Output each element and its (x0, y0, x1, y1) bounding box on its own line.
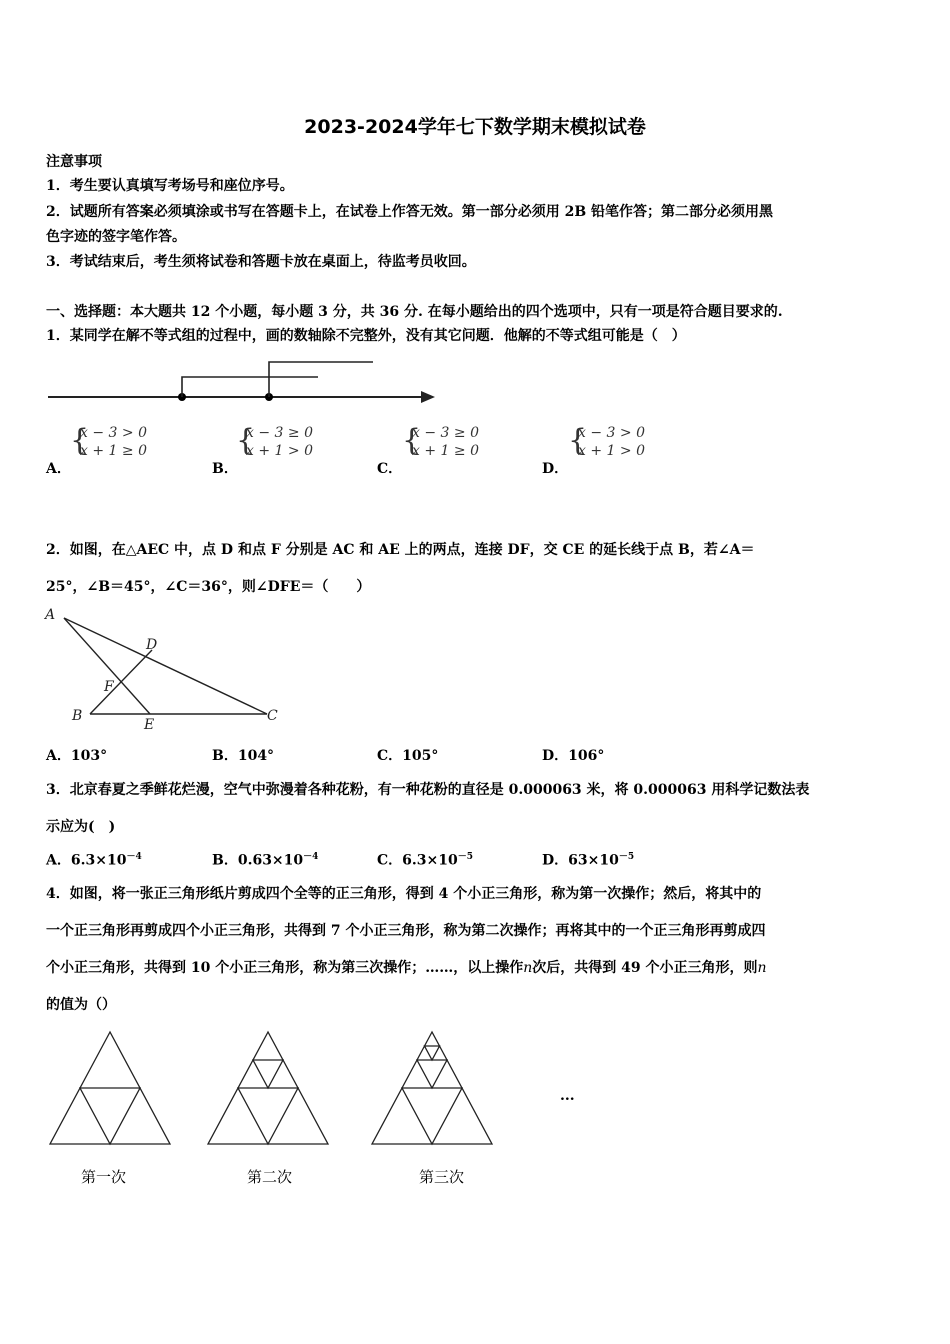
figure-caption: 第一次 (81, 1168, 127, 1186)
q1-option-label: B． (212, 461, 238, 477)
ellipsis: ... (560, 1088, 575, 1104)
question-3-stem: 示应为( ) (46, 819, 116, 835)
notice-item: 2．试题所有答案必须填涂或书写在答题卡上，在试卷上作答无效。第一部分必须用 2B 铅笔作答；第二部分必须用黑 (46, 204, 774, 220)
section-heading: 一、选择题：本大题共 12 个小题，每小题 3 分，共 36 分. 在每小题给出的四个选项中，只有一项是符合题目要求的. (46, 304, 783, 320)
triangle-figure (40, 604, 300, 734)
segment-bd (90, 650, 152, 714)
number-line-figure (40, 352, 450, 412)
q2-option: B．104° (212, 748, 275, 764)
question-1-stem: 1．某同学在解不等式组的过程中，画的数轴除不完整外，没有其它问题．他解的不等式组可能是（ ） (46, 328, 686, 344)
inequality: x + 1 > 0 (246, 443, 313, 459)
arrow-icon (421, 391, 435, 403)
question-4-stem: 一个正三角形再剪成四个小正三角形，共得到 7 个小正三角形，称为第二次操作；再将其中的一个正三角形再剪成四 (46, 923, 766, 939)
notice-item: 色字迹的签字笔作答。 (46, 229, 186, 245)
q2-option: C．105° (377, 748, 439, 764)
q1-option-a (70, 423, 147, 460)
triangle-step-2 (206, 1030, 331, 1148)
inequality: x − 3 > 0 (80, 425, 147, 441)
inequality: x − 3 > 0 (578, 425, 645, 441)
q1-option-label: C． (377, 461, 403, 477)
figure-caption: 第三次 (419, 1168, 465, 1186)
q1-option-b (236, 423, 313, 460)
q1-option-label: A． (46, 461, 71, 477)
vertex-label: E (144, 717, 155, 733)
triangle-step-3 (370, 1030, 495, 1148)
notice-item: 1．考生要认真填写考场号和座位序号。 (46, 178, 294, 194)
inequality: x + 1 ≥ 0 (412, 443, 479, 459)
q1-option-c (402, 423, 479, 460)
page-title: 2023-2024学年七下数学期末模拟试卷 (304, 116, 646, 138)
brace-icon: { (236, 423, 256, 458)
inequality: x − 3 ≥ 0 (412, 425, 479, 441)
question-2-stem: 25°，∠B＝45°，∠C＝36°，则∠DFE＝（ ） (46, 579, 371, 595)
q1-option-label: D． (542, 461, 569, 477)
inequality: x − 3 ≥ 0 (246, 425, 313, 441)
solution-ray (182, 377, 318, 397)
inequality: x + 1 ≥ 0 (80, 443, 147, 459)
brace-icon: { (402, 423, 422, 458)
brace-icon: { (70, 423, 90, 458)
question-4-stem: 个小正三角形，共得到 10 个小正三角形，称为第三次操作；……，以上操作n次后，共得到 49 个小正三角形，则n (46, 960, 767, 976)
vertex-label: A (45, 607, 56, 623)
question-3-stem: 3．北京春夏之季鲜花烂漫，空气中弥漫着各种花粉，有一种花粉的直径是 0.000063 米，将 0.000063 用科学记数法表 (46, 782, 810, 798)
q3-option-b: B．$0.63\times 10^{-4}$ (212, 852, 319, 869)
vertex-label: F (104, 679, 114, 695)
vertex-label: D (146, 637, 158, 653)
segment-ac (64, 618, 267, 714)
brace-icon: { (568, 423, 588, 458)
notice-item: 3．考试结束后，考生须将试卷和答题卡放在桌面上，待监考员收回。 (46, 254, 476, 270)
vertex-label: C (267, 708, 278, 724)
solution-ray (269, 362, 373, 397)
inequality: x + 1 > 0 (578, 443, 645, 459)
q2-option: D．106° (542, 748, 605, 764)
q3-option-a: A．$6.3\times 10^{-4}$ (46, 852, 142, 869)
q3-option-c: C．$6.3\times 10^{-5}$ (377, 852, 473, 869)
question-2-stem: 2．如图，在△AEC 中，点 D 和点 F 分别是 AC 和 AE 上的两点，连接 DF，交 CE 的延长线于点 B，若∠A＝ (46, 542, 755, 558)
q1-option-d (568, 423, 645, 460)
triangle-step-1 (48, 1030, 173, 1148)
q2-option: A．103° (46, 748, 108, 764)
question-4-stem: 的值为（） (46, 997, 116, 1013)
vertex-label: B (72, 708, 83, 724)
notice-heading: 注意事项 (46, 154, 102, 170)
question-4-stem: 4．如图，将一张正三角形纸片剪成四个全等的正三角形，得到 4 个小正三角形，称为第一次操作；然后，将其中的 (46, 886, 762, 902)
figure-caption: 第二次 (247, 1168, 293, 1186)
q3-option-d: D．$63\times 10^{-5}$ (542, 852, 635, 869)
